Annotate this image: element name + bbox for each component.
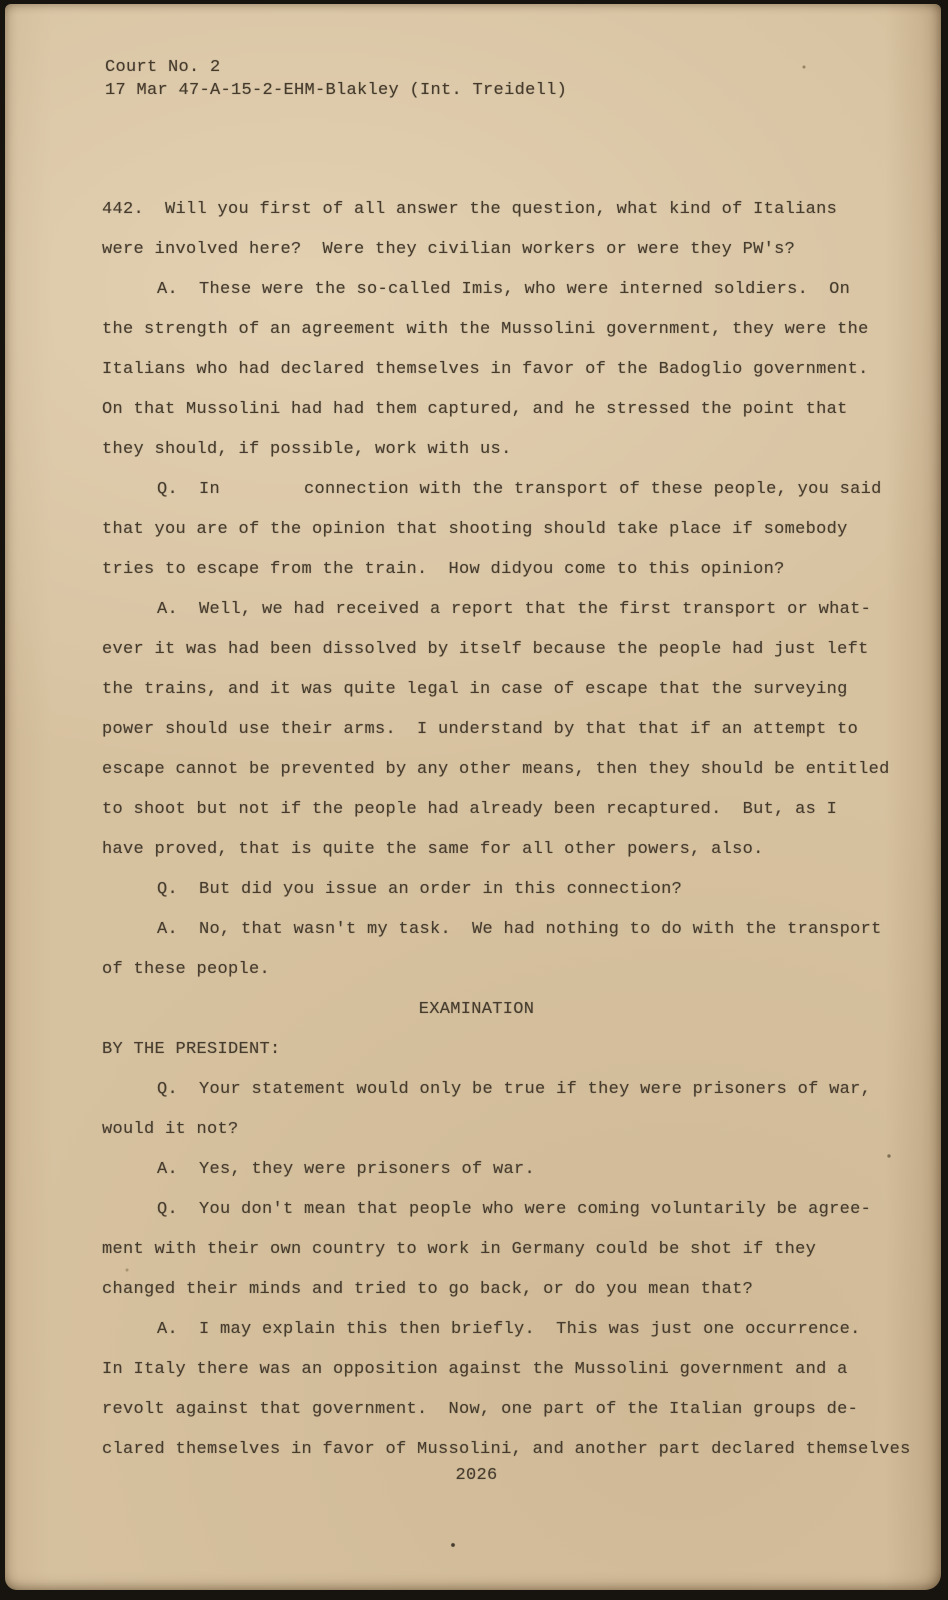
transcript-line: were involved here? Were they civilian workers or were they PW's? xyxy=(102,240,796,259)
document-page xyxy=(5,4,941,1590)
transcript-body xyxy=(102,190,921,1496)
transcript-line: On that Mussolini had had them captured, and he stressed the point that xyxy=(102,400,848,419)
transcript-line: Q. Your statement would only be true if they were prisoners of war, xyxy=(157,1080,872,1099)
transcript-lines xyxy=(102,190,921,1470)
transcript-line: have proved, that is quite the same for all other powers, also. xyxy=(102,840,764,859)
transcript-line: A. Yes, they were prisoners of war. xyxy=(157,1160,536,1179)
page-number: 2026 xyxy=(455,1466,498,1485)
header-session-line: 17 Mar 47-A-15-2-EHM-Blakley (Int. Treidell) xyxy=(105,81,568,100)
transcript-line: changed their minds and tried to go back, or do you mean that? xyxy=(102,1280,754,1299)
transcript-line: revolt against that government. Now, one part of the Italian groups de- xyxy=(102,1400,859,1419)
transcript-line: A. No, that wasn't my task. We had nothing to do with the transport xyxy=(157,920,882,939)
transcript-line: clared themselves in favor of Mussolini, and another part declared themselves xyxy=(102,1440,911,1459)
transcript-line: Italians who had declared themselves in favor of the Badoglio government. xyxy=(102,360,869,379)
transcript-line: tries to escape from the train. How didyou come to this opinion? xyxy=(102,560,785,579)
transcript-line: Q. But did you issue an order in this connection? xyxy=(157,880,683,899)
transcript-line: A. These were the so-called Imis, who were interned soldiers. On xyxy=(157,280,851,299)
transcript-line: ment with their own country to work in Germany could be shot if they xyxy=(102,1240,817,1259)
transcript-line: ever it was had been dissolved by itself because the people had just left xyxy=(102,640,869,659)
transcript-line: In Italy there was an opposition against the Mussolini government and a xyxy=(102,1360,848,1379)
transcript-line: to shoot but not if the people had already been recaptured. But, as I xyxy=(102,800,838,819)
transcript-line: would it not? xyxy=(102,1120,239,1139)
document-header xyxy=(105,56,567,102)
transcript-line: escape cannot be prevented by any other means, then they should be entitled xyxy=(102,760,890,779)
transcript-line: they should, if possible, work with us. xyxy=(102,440,512,459)
transcript-line: Q. You don't mean that people who were coming voluntarily be agree- xyxy=(157,1200,872,1219)
transcript-line: power should use their arms. I understand by that that if an attempt to xyxy=(102,720,859,739)
examiner-label: BY THE PRESIDENT: xyxy=(102,1040,281,1059)
transcript-line: the strength of an agreement with the Mussolini government, they were the xyxy=(102,320,869,339)
transcript-line: that you are of the opinion that shooting should take place if somebody xyxy=(102,520,848,539)
transcript-line: A. Well, we had received a report that the first transport or what- xyxy=(157,600,872,619)
transcript-line: of these people. xyxy=(102,960,271,979)
transcript-line: Q. In connection with the transport of these people, you said xyxy=(157,480,882,499)
transcript-line: A. I may explain this then briefly. This was just one occurrence. xyxy=(157,1320,861,1339)
transcript-line: the trains, and it was quite legal in case of escape that the surveying xyxy=(102,680,848,699)
section-heading: EXAMINATION xyxy=(418,1000,535,1019)
header-court-line: Court No. 2 xyxy=(105,58,221,77)
transcript-line: 442. Will you first of all answer the question, what kind of Italians xyxy=(102,200,838,219)
